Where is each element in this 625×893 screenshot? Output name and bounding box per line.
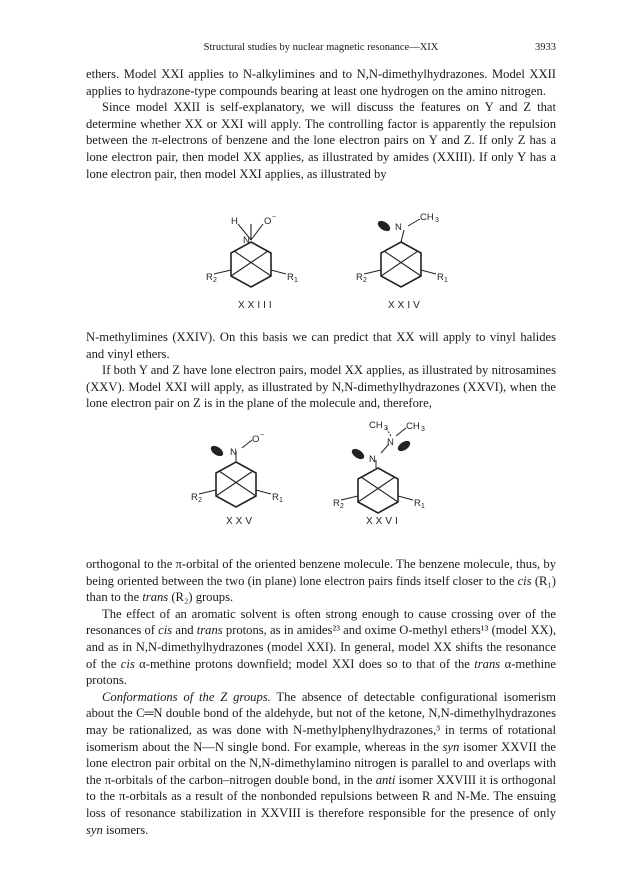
structure-xxv bbox=[191, 432, 283, 507]
xxv-n-atom: N bbox=[230, 447, 237, 458]
xxv-o-atom: O bbox=[252, 434, 260, 445]
paragraph-7: Conformations of the Z groups. The absence of detectable configurational isomerism about the C═N double bond of the aldehyde, but not of the ketone, N,N-dimethylhydrazones may be rationalized, as was done with N-methylphenylhydrazones,³ in terms of rotational isomerism about the N—N single bond. For example, whereas in the syn isomer XXVII the lone electron pair orbital on the N,N-dimethylamino nitrogen is parallel to and overlaps with the π-orbitals of the carbon–nitrogen double bond, in the anti isomer XXVIII it is orthogonal to the π-orbitals as a result of the nonbonded repulsions between R and N-Me. The ensuing loss of resonance stabilization in XXVIII is therefore responsible for the presence of only syn isomers. bbox=[86, 689, 556, 837]
xxvi-ch3-b-sub: 3 bbox=[421, 426, 425, 433]
running-title: Structural studies by nuclear magnetic resonance—XIX bbox=[203, 42, 439, 53]
paragraph-4: If both Y and Z have lone electron pairs, model XX applies, as illustrated by nitrosamines (XXV). Model XXI will apply, as illustrated by N,N-dimethylhydrazones (XXVI), when the lone electron pair on Z is in the plane of the molecule and, therefore, bbox=[86, 363, 556, 411]
paragraph-1: ethers. Model XXI applies to N-alkylimines and to N,N-dimethylhydrazones. Model XXII applies to hydrazone-type compounds bearing at least one hydrogen on the amino nitrogen. bbox=[86, 67, 556, 98]
xxiii-r2: R bbox=[206, 272, 213, 283]
xxv-r2-sub: 2 bbox=[198, 497, 202, 504]
running-header bbox=[86, 42, 556, 56]
lone-pair-lobe-icon bbox=[376, 219, 392, 234]
xxiii-o-charge: − bbox=[272, 214, 277, 221]
xxvi-n-top: N bbox=[387, 437, 394, 448]
xxv-r1: R bbox=[272, 492, 279, 503]
xxvi-ch3-a: CH bbox=[369, 420, 383, 431]
paragraph-3: N-methylimines (XXIV). On this basis we can predict that XX will apply to vinyl halides and vinyl ethers. bbox=[86, 330, 556, 361]
xxiii-o-atom: O bbox=[264, 216, 272, 227]
xxiii-r2-sub: 2 bbox=[213, 277, 217, 284]
text-block-middle bbox=[86, 329, 556, 412]
lone-pair-lobe-icon bbox=[396, 439, 412, 454]
lone-pair-lobe-icon bbox=[350, 447, 366, 462]
paragraph-6: The effect of an aromatic solvent is often strong enough to cause crossing over of the resonances of cis and trans protons, as in amides²³ and oxime O-methyl ethers¹³ (model XX), and as in N,N-dimethylhydrazones (model XXI). In general, model XX shifts the resonance of the cis α-methine protons downfield; model XXI does so to that of the trans α-methine protons. bbox=[86, 606, 556, 688]
figure-label-xxvi: XXVI bbox=[366, 516, 401, 527]
xxv-r1-sub: 1 bbox=[279, 497, 283, 504]
text-block-top bbox=[86, 66, 556, 182]
figure-xxiii-xxiv bbox=[86, 210, 556, 312]
section-heading: Conformations of the Z groups. bbox=[102, 689, 271, 704]
lone-pair-lobe-icon bbox=[209, 444, 225, 459]
xxvi-r1: R bbox=[414, 498, 421, 509]
xxvi-r2-sub: 2 bbox=[340, 503, 344, 510]
paragraph-5: orthogonal to the π-orbital of the oriented benzene molecule. The benzene molecule, thus, by being oriented between the two (in plane) lone electron pairs finds itself closer to the cis (R₁) than to the trans (R₂) groups. bbox=[86, 557, 556, 605]
xxvi-r1-sub: 1 bbox=[421, 503, 425, 510]
structure-xxiii bbox=[206, 214, 298, 287]
xxiii-r1-sub: 1 bbox=[294, 277, 298, 284]
figure-label-xxiii: XXIII bbox=[238, 300, 275, 311]
structure-xxiv bbox=[356, 212, 448, 287]
text-block-bottom bbox=[86, 556, 556, 838]
figure-xxv-xxvi bbox=[86, 418, 556, 530]
paragraph-2: Since model XXII is self-explanatory, we will discuss the features on Y and Z that determine whether XX or XXI will apply. The controlling factor is apparently the repulsion between the π-electrons of benzene and the lone electron pairs on Y and Z. If only Z has a lone electron pair, then model XX applies, as illustrated by amides (XXIII). If only Y has a lone electron pair, then model XXI applies, as illustrated by bbox=[86, 100, 556, 181]
xxiv-r1: R bbox=[437, 272, 444, 283]
xxiv-r1-sub: 1 bbox=[444, 277, 448, 284]
xxiii-h-atom: H bbox=[231, 216, 238, 227]
xxv-o-charge: − bbox=[260, 432, 265, 439]
xxiii-r1: R bbox=[287, 272, 294, 283]
structure-xxvi bbox=[333, 420, 425, 513]
xxiii-n-atom: N bbox=[243, 235, 250, 246]
xxiv-ch3: CH bbox=[420, 212, 434, 223]
xxv-r2: R bbox=[191, 492, 198, 503]
xxvi-ch3-b: CH bbox=[406, 421, 420, 432]
xxvi-ch3-a-sub: 3 bbox=[384, 425, 388, 432]
xxiv-n-atom: N bbox=[395, 222, 402, 233]
figure-label-xxiv: XXIV bbox=[388, 300, 423, 311]
xxvi-r2: R bbox=[333, 498, 340, 509]
xxvi-n-bottom: N bbox=[369, 454, 376, 465]
page-number: 3933 bbox=[535, 42, 556, 53]
figure-label-xxv: XXV bbox=[226, 516, 256, 527]
xxiv-r2: R bbox=[356, 272, 363, 283]
xxiv-ch3-sub: 3 bbox=[435, 217, 439, 224]
xxiv-r2-sub: 2 bbox=[363, 277, 367, 284]
